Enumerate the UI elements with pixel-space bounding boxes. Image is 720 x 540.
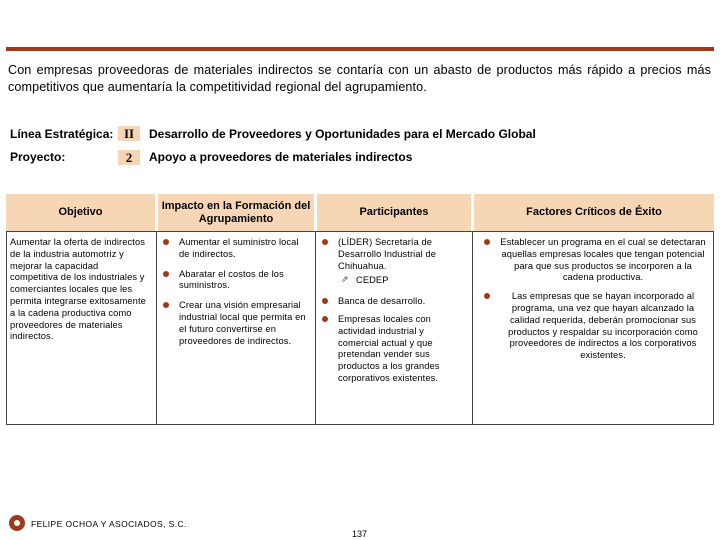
top-rule bbox=[6, 47, 714, 51]
bullet-icon bbox=[484, 293, 490, 299]
list-item: Establecer un programa en el cual se detectaran aquellas empresas locales que tengan potencial para que sus productos se incorporen a la cadena productiva. bbox=[484, 237, 706, 284]
header-impact: Impacto en la Formación del Agrupamiento bbox=[158, 194, 314, 231]
project-label: Proyecto: bbox=[10, 150, 66, 164]
bullet-icon bbox=[322, 239, 328, 245]
strategy-label: Línea Estratégica: bbox=[10, 127, 114, 141]
footer-company: FELIPE OCHOA Y ASOCIADOS, S.C. bbox=[31, 519, 187, 529]
header-objective: Objetivo bbox=[6, 194, 155, 231]
participants-cell bbox=[322, 237, 452, 391]
sub-item: ⇗ CEDEP bbox=[341, 274, 389, 286]
bullet-icon bbox=[484, 239, 490, 245]
list-item: (LÍDER) Secretaría de Desarrollo Industrial de Chihuahua. ⇗ CEDEP bbox=[322, 237, 452, 287]
objective-cell: Aumentar la oferta de indirectos de la industria automotriz y mejorar la capacidad competitiva de los industriales y comerciantes locales que les permita integrarse exitosamente a la cadena productiva como proveedores de materiales indirectos. bbox=[10, 237, 146, 342]
list-item: Abaratar el costos de los suministros. bbox=[163, 269, 308, 293]
intro-paragraph: Con empresas proveedoras de materiales indirectos se contaría con un abasto de productos más rápido a precios más competitivos que aumentaría la competitividad regional del agrupamiento. bbox=[8, 63, 711, 94]
bullet-icon bbox=[322, 316, 328, 322]
bullet-icon bbox=[163, 302, 169, 308]
list-item: Empresas locales con actividad industrial y comercial actual y que pretendan vender sus productos a los grandes corporativos existentes. bbox=[322, 314, 452, 385]
strategy-number: II bbox=[118, 126, 140, 141]
column-divider bbox=[315, 231, 316, 425]
footer-logo-icon bbox=[9, 515, 25, 531]
list-item: Las empresas que se hayan incorporado al programa, una vez que hayan alcanzado la calidad requerida, deberán promocionar sus productos y respaldar su incorporación como proveedores de indirectos a los corporativos existentes. bbox=[484, 291, 706, 362]
page-number: 137 bbox=[352, 529, 368, 539]
arrow-icon: ⇗ bbox=[341, 274, 349, 285]
bullet-icon bbox=[163, 271, 169, 277]
column-divider bbox=[472, 231, 473, 425]
project-number: 2 bbox=[118, 150, 140, 165]
project-text: Apoyo a proveedores de materiales indirectos bbox=[149, 150, 413, 164]
header-participants: Participantes bbox=[317, 194, 471, 231]
factors-cell bbox=[484, 237, 706, 368]
list-item: Banca de desarrollo. bbox=[322, 296, 452, 308]
header-factors: Factores Críticos de Éxito bbox=[474, 194, 714, 231]
bullet-icon bbox=[163, 239, 169, 245]
list-item: Crear una visión empresarial industrial local que permita en el futuro convertirse en proveedores de indirectos. bbox=[163, 300, 308, 347]
impact-cell bbox=[163, 237, 308, 353]
bullet-icon bbox=[322, 298, 328, 304]
strategy-text: Desarrollo de Proveedores y Oportunidades para el Mercado Global bbox=[149, 127, 536, 141]
column-divider bbox=[156, 231, 157, 425]
list-item: Aumentar el suministro local de indirectos. bbox=[163, 237, 308, 261]
